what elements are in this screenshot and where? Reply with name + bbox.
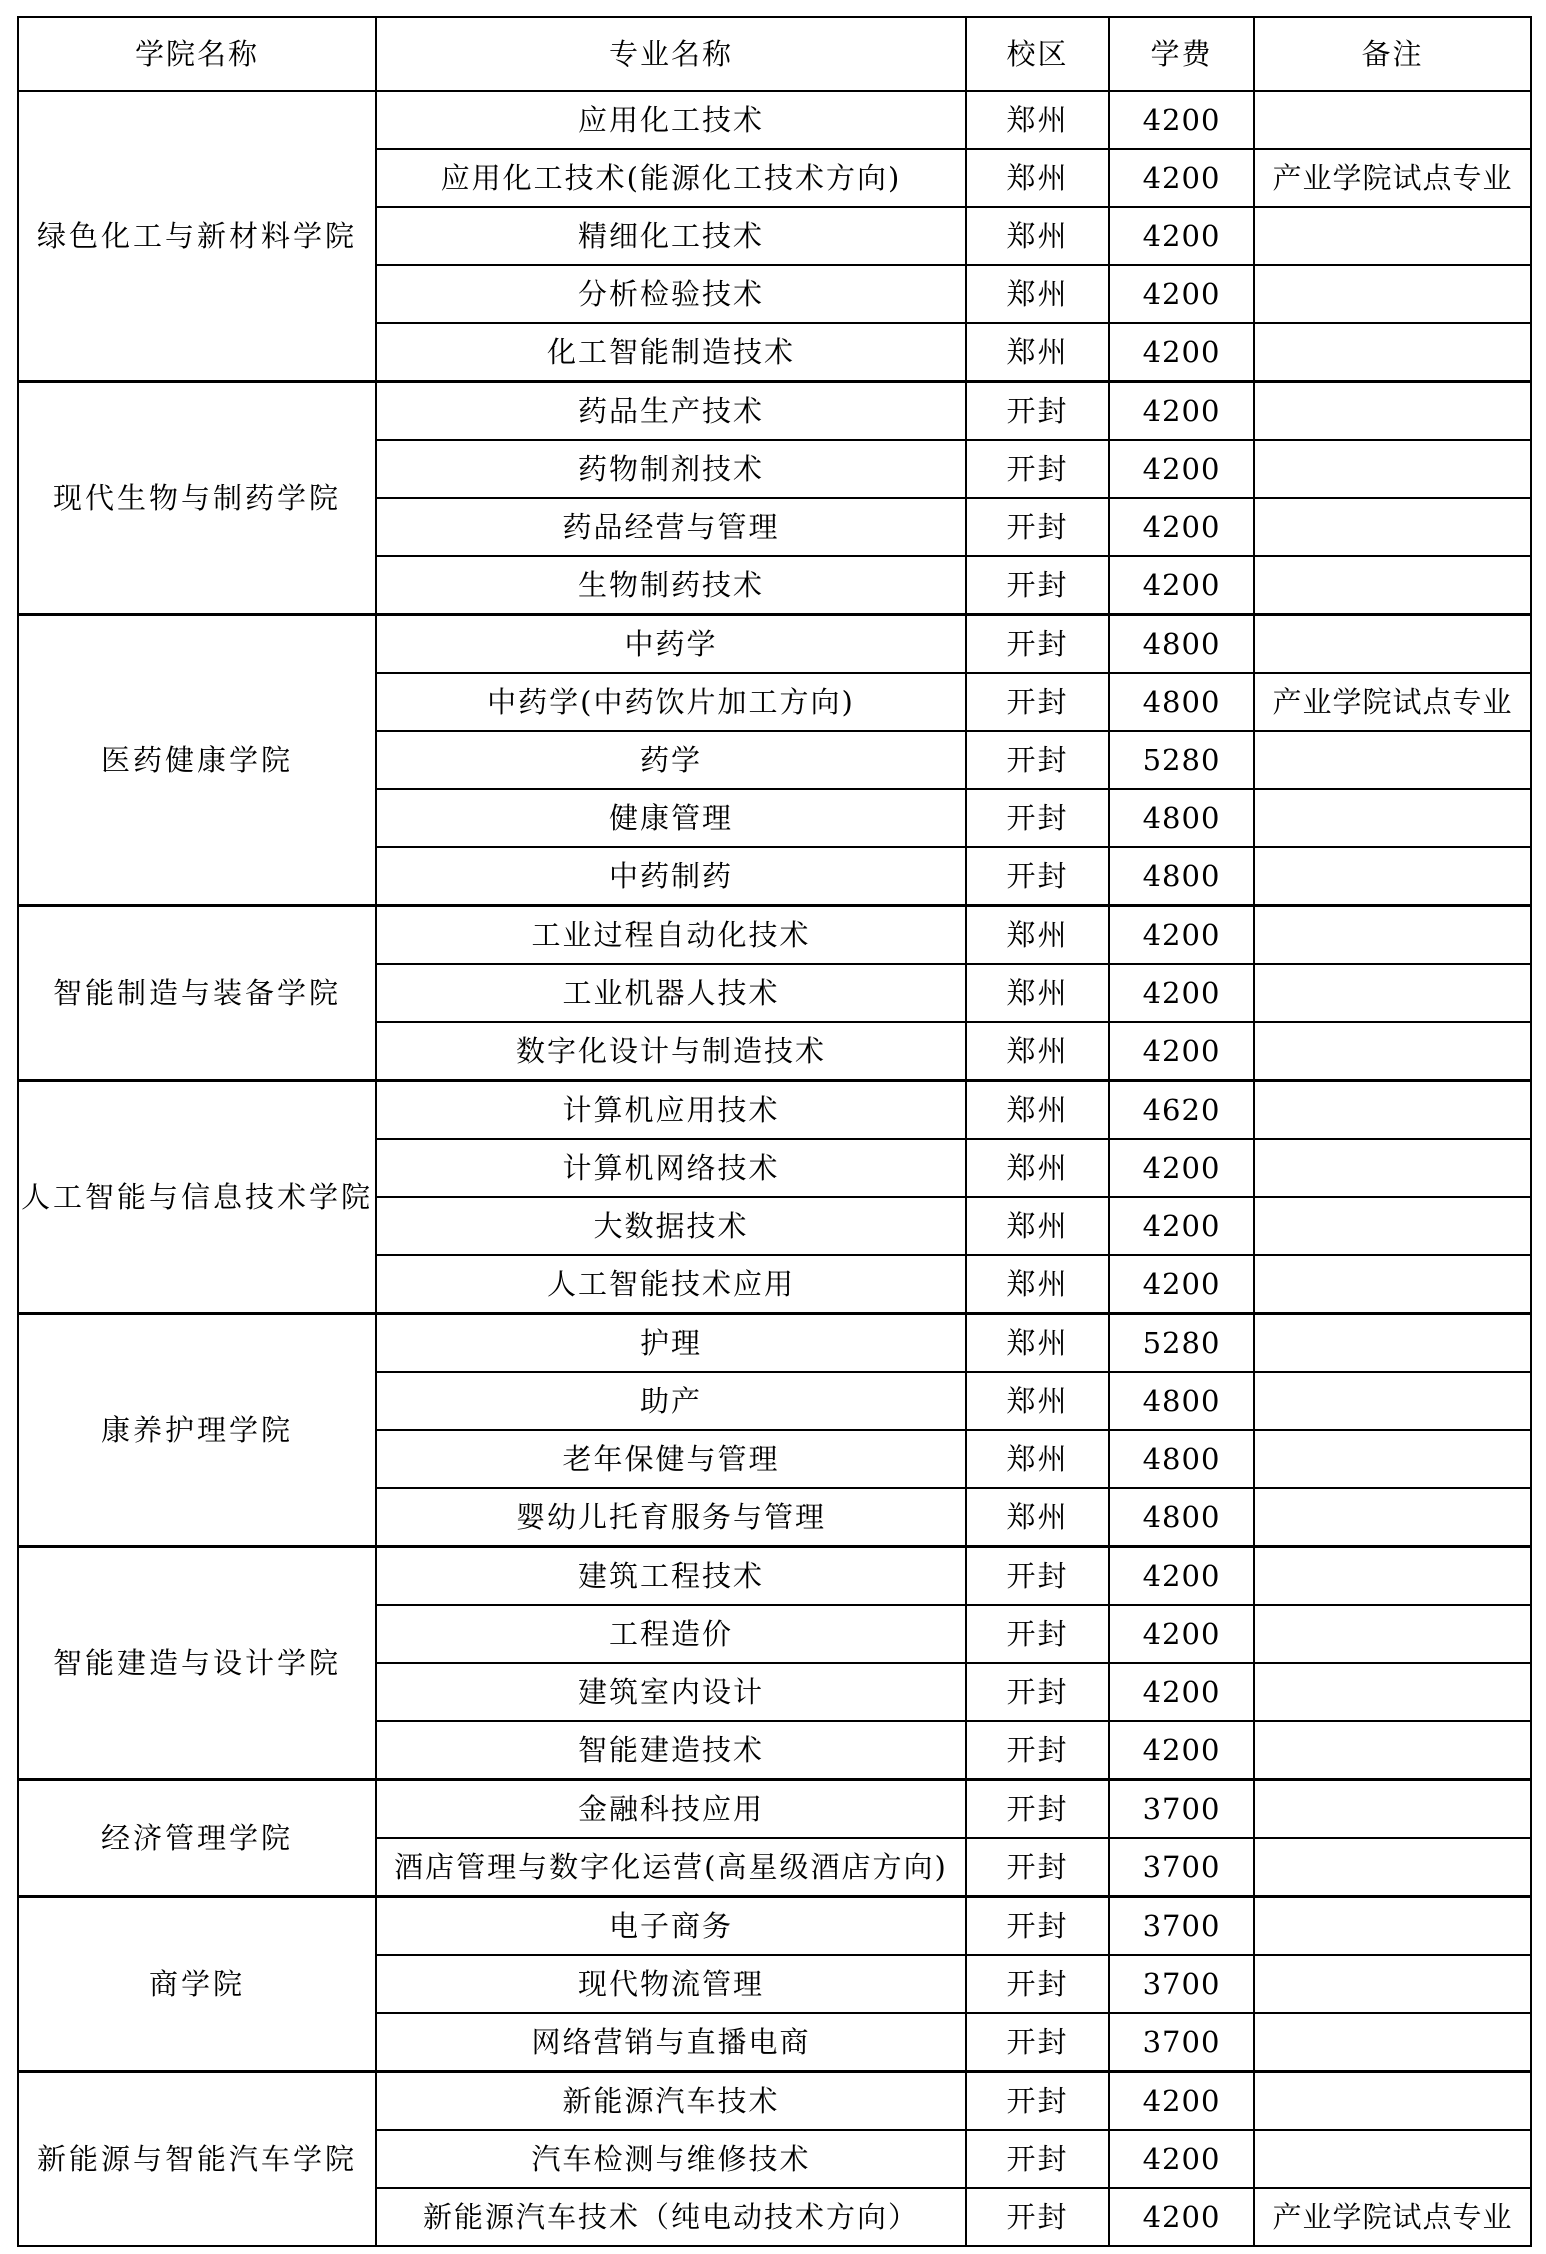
note-cell	[1254, 207, 1531, 265]
major-name-cell: 精细化工技术	[376, 207, 966, 265]
table-row	[18, 615, 1531, 674]
note-cell	[1254, 1838, 1531, 1897]
note-cell	[1254, 1780, 1531, 1839]
major-name-cell: 助产	[376, 1372, 966, 1430]
major-name-cell: 计算机应用技术	[376, 1081, 966, 1140]
college-name-cell: 经济管理学院	[18, 1780, 376, 1897]
note-cell	[1254, 1488, 1531, 1547]
fee-cell: 4200	[1109, 964, 1254, 1022]
college-name-cell: 康养护理学院	[18, 1314, 376, 1547]
note-cell	[1254, 964, 1531, 1022]
major-name-cell: 应用化工技术(能源化工技术方向)	[376, 149, 966, 207]
campus-cell: 开封	[966, 498, 1109, 556]
note-cell	[1254, 1897, 1531, 1956]
table-row	[18, 1547, 1531, 1606]
campus-cell: 郑州	[966, 1372, 1109, 1430]
major-name-cell: 护理	[376, 1314, 966, 1373]
fee-cell: 5280	[1109, 1314, 1254, 1373]
note-cell	[1254, 1663, 1531, 1721]
major-name-cell: 人工智能技术应用	[376, 1255, 966, 1314]
fee-cell: 4800	[1109, 673, 1254, 731]
campus-cell: 开封	[966, 1605, 1109, 1663]
campus-cell: 郑州	[966, 906, 1109, 965]
major-name-cell: 药物制剂技术	[376, 440, 966, 498]
fee-cell: 4200	[1109, 1663, 1254, 1721]
fee-cell: 4200	[1109, 440, 1254, 498]
campus-cell: 开封	[966, 789, 1109, 847]
campus-cell: 郑州	[966, 964, 1109, 1022]
note-cell	[1254, 323, 1531, 382]
table-row	[18, 906, 1531, 965]
fee-cell: 4800	[1109, 1488, 1254, 1547]
header-fee: 学费	[1109, 17, 1254, 91]
campus-cell: 开封	[966, 1897, 1109, 1956]
note-cell: 产业学院试点专业	[1254, 149, 1531, 207]
college-name-cell: 绿色化工与新材料学院	[18, 91, 376, 382]
campus-cell: 开封	[966, 1780, 1109, 1839]
note-cell	[1254, 556, 1531, 615]
campus-cell: 开封	[966, 1721, 1109, 1780]
major-name-cell: 汽车检测与维修技术	[376, 2130, 966, 2188]
note-cell	[1254, 2072, 1531, 2131]
major-name-cell: 健康管理	[376, 789, 966, 847]
major-name-cell: 大数据技术	[376, 1197, 966, 1255]
college-name-cell: 智能建造与设计学院	[18, 1547, 376, 1780]
note-cell	[1254, 731, 1531, 789]
major-name-cell: 现代物流管理	[376, 1955, 966, 2013]
college-name-cell: 商学院	[18, 1897, 376, 2072]
campus-cell: 开封	[966, 1955, 1109, 2013]
note-cell	[1254, 91, 1531, 149]
note-cell	[1254, 1139, 1531, 1197]
campus-cell: 郑州	[966, 1314, 1109, 1373]
note-cell	[1254, 440, 1531, 498]
note-cell	[1254, 906, 1531, 965]
fee-cell: 4200	[1109, 1547, 1254, 1606]
note-cell	[1254, 1081, 1531, 1140]
header-major: 专业名称	[376, 17, 966, 91]
campus-cell: 郑州	[966, 1081, 1109, 1140]
fee-cell: 5280	[1109, 731, 1254, 789]
table-row	[18, 1897, 1531, 1956]
fee-cell: 4200	[1109, 1605, 1254, 1663]
campus-cell: 郑州	[966, 207, 1109, 265]
campus-cell: 开封	[966, 440, 1109, 498]
college-name-cell: 现代生物与制药学院	[18, 382, 376, 615]
note-cell	[1254, 1721, 1531, 1780]
fee-cell: 4200	[1109, 498, 1254, 556]
major-name-cell: 应用化工技术	[376, 91, 966, 149]
note-cell	[1254, 1605, 1531, 1663]
note-cell	[1254, 1197, 1531, 1255]
fee-cell: 4800	[1109, 1430, 1254, 1488]
major-name-cell: 老年保健与管理	[376, 1430, 966, 1488]
major-name-cell: 药品生产技术	[376, 382, 966, 441]
fee-cell: 3700	[1109, 1780, 1254, 1839]
major-name-cell: 药品经营与管理	[376, 498, 966, 556]
fee-cell: 4200	[1109, 1721, 1254, 1780]
major-name-cell: 计算机网络技术	[376, 1139, 966, 1197]
note-cell	[1254, 382, 1531, 441]
fee-cell: 4200	[1109, 149, 1254, 207]
note-cell	[1254, 1547, 1531, 1606]
fee-cell: 3700	[1109, 2013, 1254, 2072]
campus-cell: 开封	[966, 556, 1109, 615]
fee-cell: 4200	[1109, 265, 1254, 323]
major-name-cell: 生物制药技术	[376, 556, 966, 615]
header-college: 学院名称	[18, 17, 376, 91]
major-name-cell: 化工智能制造技术	[376, 323, 966, 382]
major-name-cell: 新能源汽车技术（纯电动技术方向）	[376, 2188, 966, 2246]
major-name-cell: 酒店管理与数字化运营(高星级酒店方向)	[376, 1838, 966, 1897]
header-campus: 校区	[966, 17, 1109, 91]
header-row	[18, 17, 1531, 91]
campus-cell: 开封	[966, 615, 1109, 674]
table-row	[18, 91, 1531, 149]
campus-cell: 开封	[966, 2188, 1109, 2246]
campus-cell: 开封	[966, 1547, 1109, 1606]
major-name-cell: 工程造价	[376, 1605, 966, 1663]
fee-cell: 4200	[1109, 1255, 1254, 1314]
header-note: 备注	[1254, 17, 1531, 91]
fee-cell: 4200	[1109, 323, 1254, 382]
campus-cell: 郑州	[966, 1488, 1109, 1547]
major-name-cell: 药学	[376, 731, 966, 789]
major-name-cell: 工业过程自动化技术	[376, 906, 966, 965]
campus-cell: 开封	[966, 1838, 1109, 1897]
campus-cell: 开封	[966, 1663, 1109, 1721]
college-name-cell: 医药健康学院	[18, 615, 376, 906]
fee-cell: 3700	[1109, 1955, 1254, 2013]
table-row	[18, 2072, 1531, 2131]
fee-cell: 4200	[1109, 906, 1254, 965]
note-cell	[1254, 615, 1531, 674]
note-cell	[1254, 2130, 1531, 2188]
campus-cell: 郑州	[966, 1197, 1109, 1255]
major-name-cell: 中药制药	[376, 847, 966, 906]
fee-cell: 4800	[1109, 789, 1254, 847]
fee-cell: 4620	[1109, 1081, 1254, 1140]
major-name-cell: 数字化设计与制造技术	[376, 1022, 966, 1081]
table-row	[18, 1780, 1531, 1839]
campus-cell: 开封	[966, 2013, 1109, 2072]
note-cell	[1254, 498, 1531, 556]
campus-cell: 郑州	[966, 265, 1109, 323]
major-name-cell: 金融科技应用	[376, 1780, 966, 1839]
note-cell	[1254, 1372, 1531, 1430]
campus-cell: 郑州	[966, 1022, 1109, 1081]
fee-cell: 4200	[1109, 207, 1254, 265]
fee-cell: 3700	[1109, 1897, 1254, 1956]
campus-cell: 开封	[966, 847, 1109, 906]
college-name-cell: 人工智能与信息技术学院	[18, 1081, 376, 1314]
campus-cell: 郑州	[966, 1139, 1109, 1197]
note-cell	[1254, 265, 1531, 323]
campus-cell: 郑州	[966, 323, 1109, 382]
campus-cell: 开封	[966, 2130, 1109, 2188]
note-cell	[1254, 1255, 1531, 1314]
campus-cell: 开封	[966, 673, 1109, 731]
fee-cell: 4800	[1109, 1372, 1254, 1430]
note-cell	[1254, 789, 1531, 847]
note-cell	[1254, 1314, 1531, 1373]
major-name-cell: 建筑工程技术	[376, 1547, 966, 1606]
fee-cell: 4200	[1109, 2072, 1254, 2131]
note-cell	[1254, 1022, 1531, 1081]
tuition-table	[17, 16, 1532, 2247]
campus-cell: 开封	[966, 2072, 1109, 2131]
college-name-cell: 智能制造与装备学院	[18, 906, 376, 1081]
table-row	[18, 1081, 1531, 1140]
major-name-cell: 电子商务	[376, 1897, 966, 1956]
campus-cell: 郑州	[966, 91, 1109, 149]
major-name-cell: 工业机器人技术	[376, 964, 966, 1022]
note-cell: 产业学院试点专业	[1254, 2188, 1531, 2246]
note-cell	[1254, 2013, 1531, 2072]
fee-cell: 4200	[1109, 556, 1254, 615]
table-row	[18, 1314, 1531, 1373]
fee-cell: 4200	[1109, 2130, 1254, 2188]
campus-cell: 郑州	[966, 1430, 1109, 1488]
major-name-cell: 建筑室内设计	[376, 1663, 966, 1721]
campus-cell: 郑州	[966, 149, 1109, 207]
table-body	[18, 91, 1531, 2246]
major-name-cell: 婴幼儿托育服务与管理	[376, 1488, 966, 1547]
fee-cell: 3700	[1109, 1838, 1254, 1897]
major-name-cell: 中药学(中药饮片加工方向)	[376, 673, 966, 731]
major-name-cell: 智能建造技术	[376, 1721, 966, 1780]
fee-cell: 4200	[1109, 2188, 1254, 2246]
note-cell: 产业学院试点专业	[1254, 673, 1531, 731]
major-name-cell: 网络营销与直播电商	[376, 2013, 966, 2072]
college-name-cell: 新能源与智能汽车学院	[18, 2072, 376, 2247]
campus-cell: 开封	[966, 382, 1109, 441]
fee-cell: 4200	[1109, 91, 1254, 149]
fee-cell: 4200	[1109, 1197, 1254, 1255]
fee-cell: 4200	[1109, 1022, 1254, 1081]
fee-cell: 4800	[1109, 615, 1254, 674]
fee-cell: 4200	[1109, 1139, 1254, 1197]
campus-cell: 郑州	[966, 1255, 1109, 1314]
major-name-cell: 中药学	[376, 615, 966, 674]
major-name-cell: 新能源汽车技术	[376, 2072, 966, 2131]
fee-cell: 4800	[1109, 847, 1254, 906]
fee-cell: 4200	[1109, 382, 1254, 441]
major-name-cell: 分析检验技术	[376, 265, 966, 323]
note-cell	[1254, 847, 1531, 906]
campus-cell: 开封	[966, 731, 1109, 789]
note-cell	[1254, 1430, 1531, 1488]
table-row	[18, 382, 1531, 441]
note-cell	[1254, 1955, 1531, 2013]
